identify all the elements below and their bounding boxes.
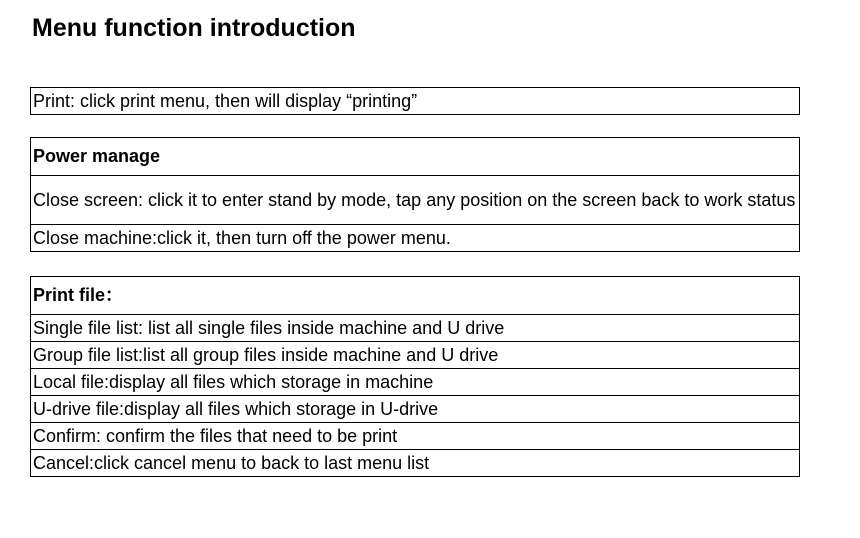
table-row [31,225,800,252]
local-file-description: Local file:display all files which storage in machine [31,369,800,396]
single-file-list-description: Single file list: list all single files inside machine and U drive [31,315,800,342]
page-title: Menu function introduction [32,14,356,42]
table-header-row [31,277,800,315]
table-row [31,423,800,450]
confirm-description: Confirm: confirm the files that need to be print [31,423,800,450]
table-row [31,369,800,396]
power-manage-table [30,137,800,252]
close-screen-description: Close screen: click it to enter stand by mode, tap any position on the screen back to work status [31,176,800,225]
table-row [31,315,800,342]
table-row [31,176,800,225]
table-row [31,342,800,369]
table-row [31,396,800,423]
print-file-header: Print file： [31,277,800,315]
table-row [31,88,800,115]
group-file-list-description: Group file list:list all group files inside machine and U drive [31,342,800,369]
cancel-description: Cancel:click cancel menu to back to last menu list [31,450,800,477]
print-table [30,87,800,115]
print-description: Print: click print menu, then will display “printing” [31,88,800,115]
u-drive-file-description: U-drive file:display all files which storage in U-drive [31,396,800,423]
power-manage-header: Power manage [31,138,800,176]
table-header-row [31,138,800,176]
table-row [31,450,800,477]
print-file-table [30,276,800,477]
close-machine-description: Close machine:click it, then turn off the power menu. [31,225,800,252]
